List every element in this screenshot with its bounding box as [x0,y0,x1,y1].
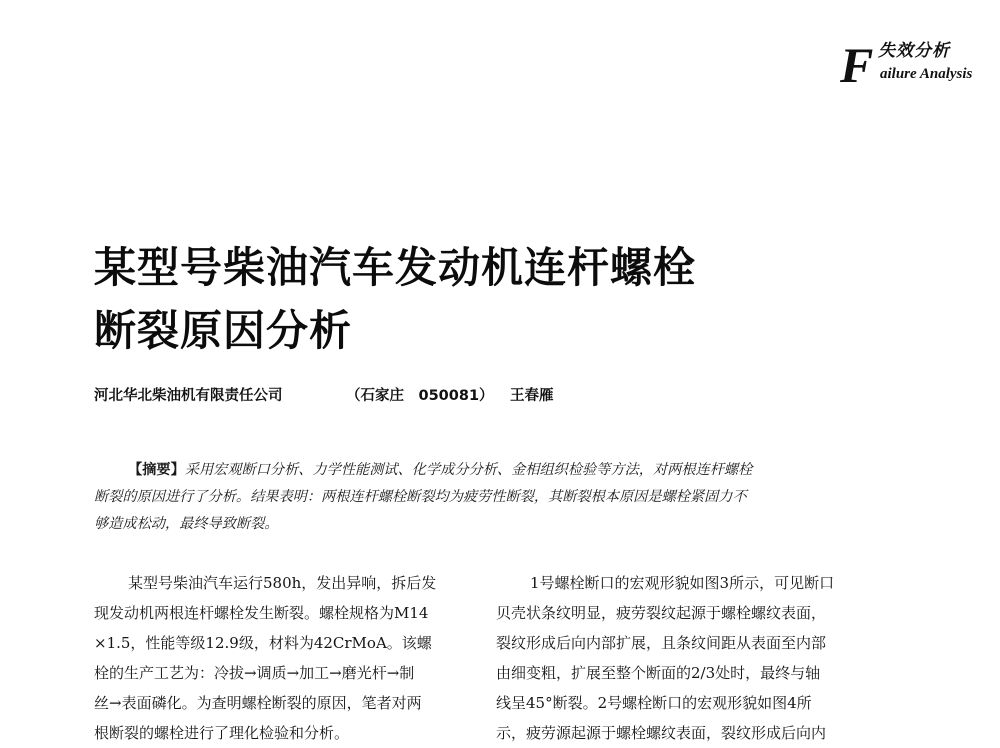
right-line: 裂纹形成后向内部扩展，且条纹间距从表面至内部 [496,634,827,652]
abstract [94,457,874,538]
logo-letter-f: F [840,37,874,93]
left-line: 某型号柴油汽车运行580h，发出异响，拆后发 [128,574,437,592]
right-line: 贝壳状条纹明显，疲劳裂纹起源于螺栓螺纹表面， [496,604,827,622]
right-line: 线呈45°断裂。2号螺栓断口的宏观形貌如图4所 [496,694,812,712]
author-city-postcode: （石家庄 050081） [346,388,494,404]
article-title [94,236,794,362]
author-affiliation: 河北华北柴油机有限责任公司 [94,388,283,404]
body-left-column [94,568,444,748]
body-right-column [496,568,866,748]
abstract-label: 【摘要】 [128,462,185,478]
abstract-line-3: 够造成松动，最终导致断裂。 [94,516,279,532]
author-name: 王春雁 [510,388,554,404]
right-line: 示，疲劳源起源于螺栓螺纹表面，裂纹形成后向内 [496,724,827,742]
section-title-cn: 失效分析 [878,41,950,61]
abstract-line-1 [94,457,874,484]
article-title-line-1: 某型号柴油汽车发动机连杆螺栓 [94,243,697,292]
article-title-line-2: 断裂原因分析 [94,306,353,355]
left-line: 栓的生产工艺为：冷拔→调质→加工→磨光杆→制 [94,664,415,682]
abstract-text-1: 采用宏观断口分析、力学性能测试、化学成分分析、金相组织检验等方法，对两根连杆螺栓 [184,462,753,478]
left-line: ×1.5，性能等级12.9级，材料为42CrMoA。该螺 [94,634,432,652]
left-line: 根断裂的螺栓进行了理化检验和分析。 [94,724,350,742]
section-title-en: ailure Analysis [880,66,973,82]
abstract-line-2: 断裂的原因进行了分析。结果表明：两根连杆螺栓断裂均为疲劳性断裂，其断裂根本原因是螺栓紧固力不 [94,489,747,505]
journal-section-logo [840,37,990,93]
author-info [94,385,814,407]
left-line: 丝→表面磷化。为查明螺栓断裂的原因，笔者对两 [94,694,422,712]
right-line: 1号螺栓断口的宏观形貌如图3所示，可见断口 [530,574,835,592]
left-line: 现发动机两根连杆螺栓发生断裂。螺栓规格为M14 [94,604,429,622]
right-line: 由细变粗，扩展至整个断面的2/3处时，最终与轴 [496,664,821,682]
